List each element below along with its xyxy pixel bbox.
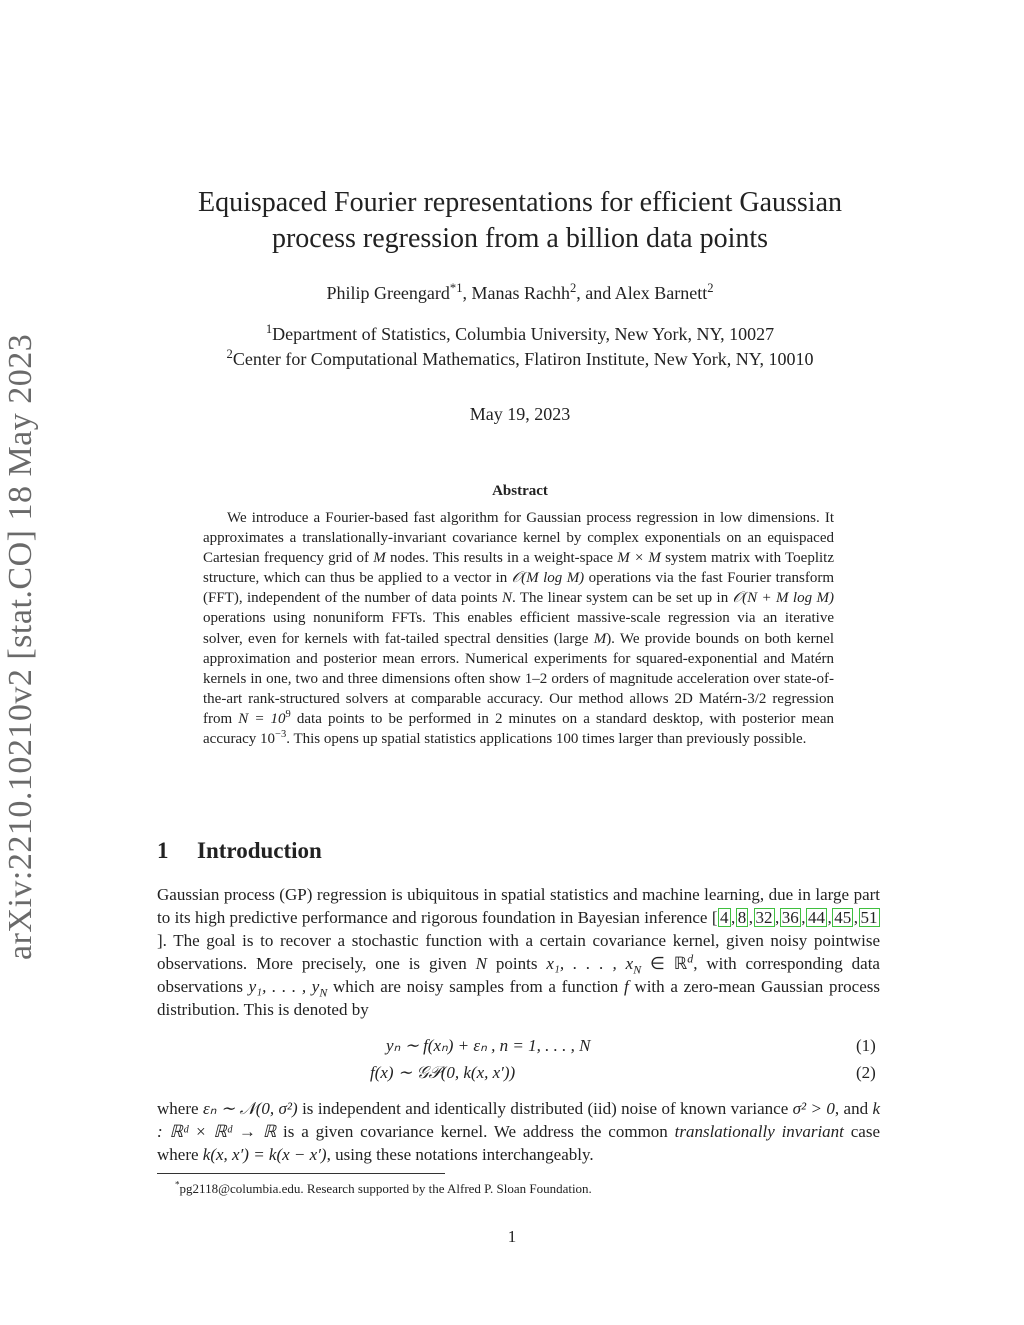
paper-date: May 19, 2023 [469, 404, 571, 424]
abstract-math: 3/2 [747, 690, 767, 707]
author-2-mark: 2 [569, 281, 577, 295]
affiliation-1-text: Department of Statistics, Columbia University, New York, NY, 10027 [272, 324, 775, 344]
paper-title [140, 185, 900, 257]
abstract-math: M [593, 630, 607, 647]
intro-math: N [633, 962, 642, 977]
intro-math: y₁, . . . , y [248, 977, 320, 996]
abstract-math: M × M [617, 550, 661, 567]
intro-text: where [157, 1099, 203, 1118]
author-3-mark: 2 [707, 281, 714, 295]
abstract-math: M [373, 550, 386, 567]
intro-text: points [486, 954, 547, 973]
author-2: , Manas Rachh [462, 283, 570, 303]
abstract-text: operations using nonuniform FFTs. This enables efficient massive-scale regression via an iterative solver, even for kernels with fat-tailed spectral densities (large [203, 610, 834, 647]
intro-emphasis: translationally invariant [674, 1122, 844, 1141]
abstract-heading: Abstract [492, 483, 548, 499]
affiliation-2 [120, 347, 920, 372]
intro-text: , and [834, 1099, 873, 1118]
abstract-body [203, 508, 834, 749]
title-line-1: Equispaced Fourier representations for efficient Gaussian [197, 187, 843, 218]
intro-math: k : ℝᵈ × ℝᵈ → ℝ [157, 1099, 881, 1141]
abstract-text: operations via the fast Fourier transform (FFT), independent of the number of data points [203, 570, 834, 607]
section-heading [157, 838, 322, 864]
arxiv-identifier: arXiv:2210.10210v2 [stat.CO] 18 May 2023 [2, 333, 39, 960]
author-list [140, 283, 900, 304]
intro-math: σ² > 0 [792, 1099, 835, 1118]
citation-link[interactable]: 8 [737, 908, 747, 927]
affiliation-1 [120, 322, 920, 347]
abstract-math: N [501, 590, 512, 607]
abstract-text: . The linear system can be set up in [512, 590, 733, 607]
abstract-math: 10 [260, 731, 276, 748]
intro-text: ]. The goal is to recover a stochastic function with a certain covariance kernel, given noisy pointwise observations. More precisely, one is given [157, 931, 880, 973]
intro-text: with a zero-mean Gaussian process distribution. This is denoted by [157, 977, 880, 1019]
footnote-mark: * [175, 1179, 180, 1190]
intro-text: is a given covariance kernel. We address the common [276, 1122, 675, 1141]
abstract-text: data points to be performed in 2 minutes on a standard desktop, with posterior mean accuracy [203, 710, 834, 748]
abstract-text: regression from [203, 690, 835, 727]
intro-text: which are noisy samples from a function [327, 977, 624, 996]
author-1-mark: *1 [449, 281, 463, 295]
equation-1-number: (1) [856, 1036, 876, 1055]
abstract-text: ). We provide bounds on both kernel approximation and posterior mean errors. Numerical experiments for squared-exponential and Matérn kernels in one, two and three dimensions often show 1–2 orders of magnitude acceleration over state-of-the-art rank-structured solvers at comparable accuracy. Our method allows 2D Matérn- [203, 630, 834, 707]
intro-math: N [319, 985, 328, 1000]
arxiv-sidebar [2, 333, 39, 961]
citation-link[interactable]: 45 [834, 908, 852, 927]
intro-text: , with corresponding data observations [157, 954, 880, 996]
abstract-text: . This opens up spatial statistics applications 100 times larger than previously possible. [286, 731, 807, 748]
intro-math: f [623, 977, 629, 996]
intro-math: ∈ ℝ [641, 954, 688, 973]
affiliations [120, 322, 920, 372]
citation-link[interactable]: 51 [860, 908, 878, 927]
footnote-text: pg2118@columbia.edu. Research supported by the Alfred P. Sloan Foundation. [179, 1181, 592, 1196]
affiliation-1-mark: 1 [265, 322, 273, 336]
intro-text: case where [157, 1122, 880, 1164]
footnote [175, 1181, 592, 1197]
section-title: Introduction [197, 838, 322, 863]
citation-link[interactable]: 4 [720, 908, 729, 927]
citation-link[interactable]: 32 [755, 908, 773, 927]
abstract-text: system matrix with Toeplitz structure, which can thus be applied to a vector in [203, 550, 834, 587]
abstract-math: 9 [285, 708, 291, 720]
footnote-rule [157, 1173, 445, 1174]
author-1: Philip Greengard [326, 283, 450, 303]
abstract-text: We introduce a Fourier-based fast algorithm for Gaussian process regression in low dimensions. It approximates a translationally-invariant covariance kernel by complex exponentials on an equispaced Cartesian frequency grid of [203, 510, 834, 567]
intro-math: x₁, . . . , x [546, 954, 634, 973]
affiliation-2-mark: 2 [226, 347, 233, 361]
abstract-math: −3 [275, 729, 287, 741]
intro-text: is independent and identically distributed (iid) noise of known variance [297, 1099, 793, 1118]
intro-text: , using these notations interchangeably. [326, 1145, 594, 1164]
abstract-text: nodes. This results in a weight-space [385, 550, 618, 567]
title-line-2: process regression from a billion data points [271, 223, 769, 254]
abstract-math: 𝒪(M log M) [511, 570, 585, 587]
citation-link[interactable]: 44 [808, 908, 825, 927]
equation-2: f(x) ∼ 𝒢𝒫(0, k(x, x′)) [370, 1063, 516, 1082]
intro-math: k(x, x′) = k(x − x′) [202, 1145, 327, 1164]
citation-link[interactable]: 36 [781, 908, 799, 927]
abstract-math: 𝒪(N + M log M) [732, 590, 834, 607]
intro-math: d [687, 951, 694, 966]
equation-1: yₙ ∼ f(xₙ) + εₙ , n = 1, . . . , N [386, 1036, 591, 1055]
intro-paragraph: Gaussian process (GP) regression is ubiquitous in spatial statistics and machine learning, due in large part to its high predictive performance and rigorous foundation in Bayesian inference [ 4 , 8 , 32 , 36 , 44 , 45 , 51]. The goal is to recover a stochastic function with a certain covariance kernel, given noisy pointwise observations. More precisely, one is given N points x₁, . . . , $x_N$ ∈ ℝ$^d$, with corresponding data observations y₁, . . . , $y_N$ which are noisy samples from a function f with a zero-mean Gaussian process distribution. This is denoted by [157, 885, 880, 1019]
author-3: , and Alex Barnett [576, 283, 708, 303]
page-number: 1 [507, 1227, 517, 1246]
equation-2-number: (2) [856, 1063, 876, 1082]
intro-math: N [475, 954, 487, 973]
intro-paragraph-2 [157, 1097, 880, 1166]
section-number: 1 [157, 838, 169, 863]
intro-text: Gaussian process (GP) regression is ubiquitous in spatial statistics and machine learning, due in large part to its high predictive performance and rigorous foundation in Bayesian inference [ [157, 885, 880, 927]
intro-math: εₙ ∼ 𝒩(0, σ²) [202, 1099, 298, 1118]
affiliation-2-text: Center for Computational Mathematics, Flatiron Institute, New York, NY, 10010 [232, 349, 814, 369]
abstract-math: N = 10 [238, 710, 286, 727]
